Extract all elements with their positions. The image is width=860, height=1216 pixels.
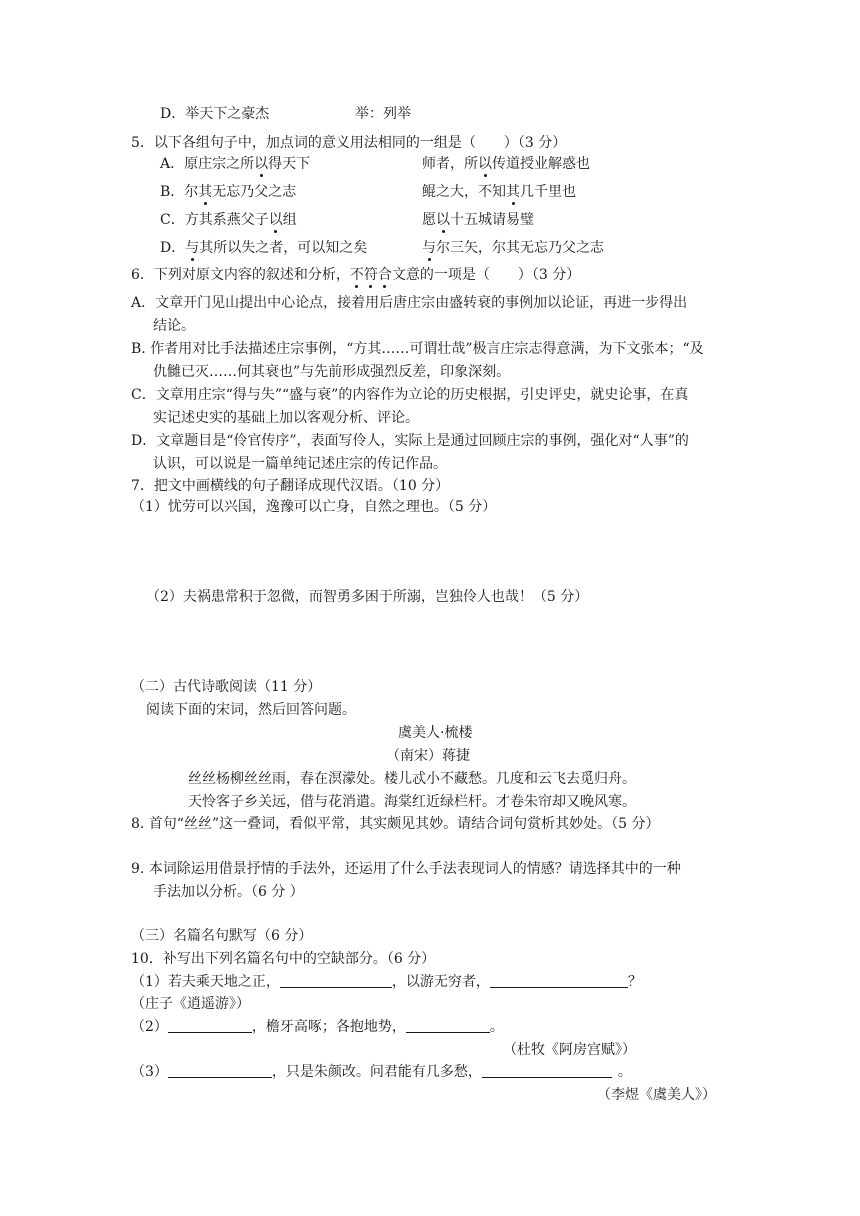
q5-option-d-left	[160, 238, 367, 258]
q6-option-b-line2: 仇雠已灭……何其衰也”与先前形成强烈反差，印象深刻。	[153, 364, 511, 380]
item3-text-a: （3）	[131, 1064, 168, 1080]
item2-blank-2[interactable]	[406, 1018, 490, 1033]
q5-b-right-pre: 鲲之大，不知	[422, 184, 506, 200]
q5-c-left-pre: C．方其系燕父子	[160, 212, 269, 228]
q5-b-left-dotted: 其	[198, 184, 213, 200]
q5-d-left-dotted: 与	[185, 240, 200, 256]
q5-c-right-dotted: 以	[436, 212, 450, 228]
dictation-heading: （三）名篇名句默写（6 分）	[131, 928, 313, 944]
poem-title: 虞美人·梳楼	[398, 725, 473, 741]
q6-dotted-3: 合	[377, 267, 392, 283]
q7-stem: 7．把文中画横线的句子翻译成现代汉语。（10 分）	[131, 478, 450, 494]
q5-a-right-post: 传道授业解惑也	[492, 156, 590, 172]
item1-text-c: ？	[627, 974, 642, 990]
q6-option-c-line2: 实记述史实的基础上加以客观分析、评论。	[153, 410, 419, 426]
item3-blank-1[interactable]	[168, 1063, 272, 1078]
q5-option-c-right	[422, 210, 534, 230]
q6-stem	[131, 265, 580, 285]
poem-author: （南宋）蒋捷	[386, 748, 470, 764]
q6-stem-pre: 6．下列对原文内容的叙述和分析，	[131, 267, 350, 283]
q5-option-a-right	[422, 154, 590, 174]
q5-option-b-left	[160, 182, 296, 202]
q8-stem: 8. 首句“丝丝”这一叠词，看似平常，其实颇见其妙。请结合词句赏析其妙处。（5 分）	[131, 816, 660, 832]
q5-a-left-post: 得天下	[268, 156, 311, 172]
q5-c-left-post: 组	[282, 212, 297, 228]
q4-option-d-gloss: 举：列举	[355, 106, 411, 122]
q5-option-d-right	[422, 238, 604, 258]
poem-line-2: 天怜客子乡关远，借与花消遣。海棠红近绿栏杆。才卷朱帘却又晚风寒。	[188, 794, 636, 810]
item1-source: （庄子《逍遥游》）	[131, 996, 250, 1012]
q5-option-c-left	[160, 210, 297, 230]
q5-a-left-pre: A．原庄宗之所	[160, 156, 255, 172]
q5-b-left-pre: B．尔	[160, 184, 199, 200]
item1-blank-1[interactable]	[280, 973, 392, 988]
item2-blank-1[interactable]	[168, 1018, 252, 1033]
q5-option-a-left	[160, 154, 310, 174]
q5-c-right-post: 十五城请易璧	[450, 212, 534, 228]
q6-option-a-line1: A．文章开门见山提出中心论点，接着用后唐庄宗由盛转衰的事例加以论证，再进一步得出	[131, 295, 688, 311]
q7-sentence-1: （1）忧劳可以兴国，逸豫可以亡身，自然之理也。（5 分）	[131, 499, 497, 515]
q5-option-b-right	[422, 182, 576, 202]
q5-b-left-post: 无忘乃父之志	[212, 184, 297, 200]
item2-text-c: 。	[489, 1019, 504, 1035]
q5-d-right-post: 尔三矢，尔其无忘乃父之志	[436, 240, 604, 256]
item3-text-c: 。	[617, 1064, 632, 1080]
q4-option-d	[160, 104, 269, 124]
item3-text-b: ，只是朱颜改。问君能有几多愁，	[271, 1064, 482, 1080]
q5-stem: 5．以下各组句子中，加点词的意义用法相同的一组是（ ）（3 分）	[131, 135, 567, 151]
q6-option-b-line1: B. 作者用对比手法描述庄宗事例，“方其……可谓壮哉”极言庄宗志得意满，为下文张本；“及	[131, 341, 704, 357]
q6-dotted-1: 不	[349, 267, 364, 283]
poem-line-1: 丝丝杨柳丝丝雨，春在溟濛处。楼儿忒小不藏愁。几度和云飞去觅归舟。	[188, 771, 636, 787]
q5-d-left-pre: D．	[160, 240, 186, 256]
q5-a-right-pre: 师者，所	[422, 156, 478, 172]
dictation-item-3	[131, 1062, 632, 1082]
item2-source: （杜牧《阿房宫赋》）	[503, 1042, 636, 1058]
q5-b-right-post: 几千里也	[520, 184, 576, 200]
q5-a-right-dotted: 以	[478, 156, 492, 172]
q6-option-c-line1: C．文章用庄宗“得与失”“盛与衰”的内容作为立论的历史根据，引史评史，就史论事，在真	[131, 387, 689, 403]
dictation-item-1	[131, 972, 642, 992]
q9-stem-line1: 9. 本词除运用借景抒情的手法外，还运用了什么手法表现词人的情感？请选择其中的一种	[131, 861, 681, 877]
q5-b-right-dotted: 其	[506, 184, 520, 200]
item1-text-b: ，以游无穷者，	[391, 974, 490, 990]
q4-option-d-text: D．举天下之豪杰	[160, 106, 270, 122]
q5-a-left-dotted: 以	[254, 156, 269, 172]
item1-text-a: （1）若夫乘天地之正，	[131, 974, 280, 990]
q9-stem-line2: 手法加以分析。（6 分 ）	[153, 884, 304, 900]
item2-text-b: ，檐牙高啄；各抱地势，	[251, 1019, 406, 1035]
q5-d-left-post: 其所以失之者，可以知之矣	[199, 240, 368, 256]
poetry-intro: 阅读下面的宋词，然后回答问题。	[146, 702, 356, 718]
dictation-item-2	[131, 1017, 504, 1037]
q6-dotted-2: 符	[363, 267, 378, 283]
q7-sentence-2: （2）夫祸患常积于忽微，而智勇多困于所溺，岂独伶人也哉！（5 分）	[146, 589, 589, 605]
q6-option-d-line2: 认识，可以说是一篇单纯记述庄宗的传记作品。	[153, 456, 447, 472]
q6-option-a-line2: 结论。	[153, 318, 195, 334]
q6-stem-post: 文意的一项是（ ）（3 分）	[391, 267, 581, 283]
poetry-heading: （二）古代诗歌阅读（11 分）	[131, 679, 322, 695]
q6-option-d-line1: D．文章题目是“伶官传序”，表面写伶人，实际上是通过回顾庄宗的事例，强化对“人事”的	[131, 433, 689, 449]
item3-source: （李煜《虞美人》）	[597, 1087, 716, 1103]
item3-blank-2[interactable]	[482, 1063, 612, 1078]
q5-d-right-dotted: 与	[422, 240, 436, 256]
item1-blank-2[interactable]	[490, 973, 628, 988]
item2-text-a: （2）	[131, 1019, 168, 1035]
q5-c-left-dotted: 以	[268, 212, 283, 228]
q10-stem: 10．补写出下列名篇名句中的空缺部分。（6 分）	[131, 951, 436, 967]
q5-c-right-pre: 愿	[422, 212, 436, 228]
